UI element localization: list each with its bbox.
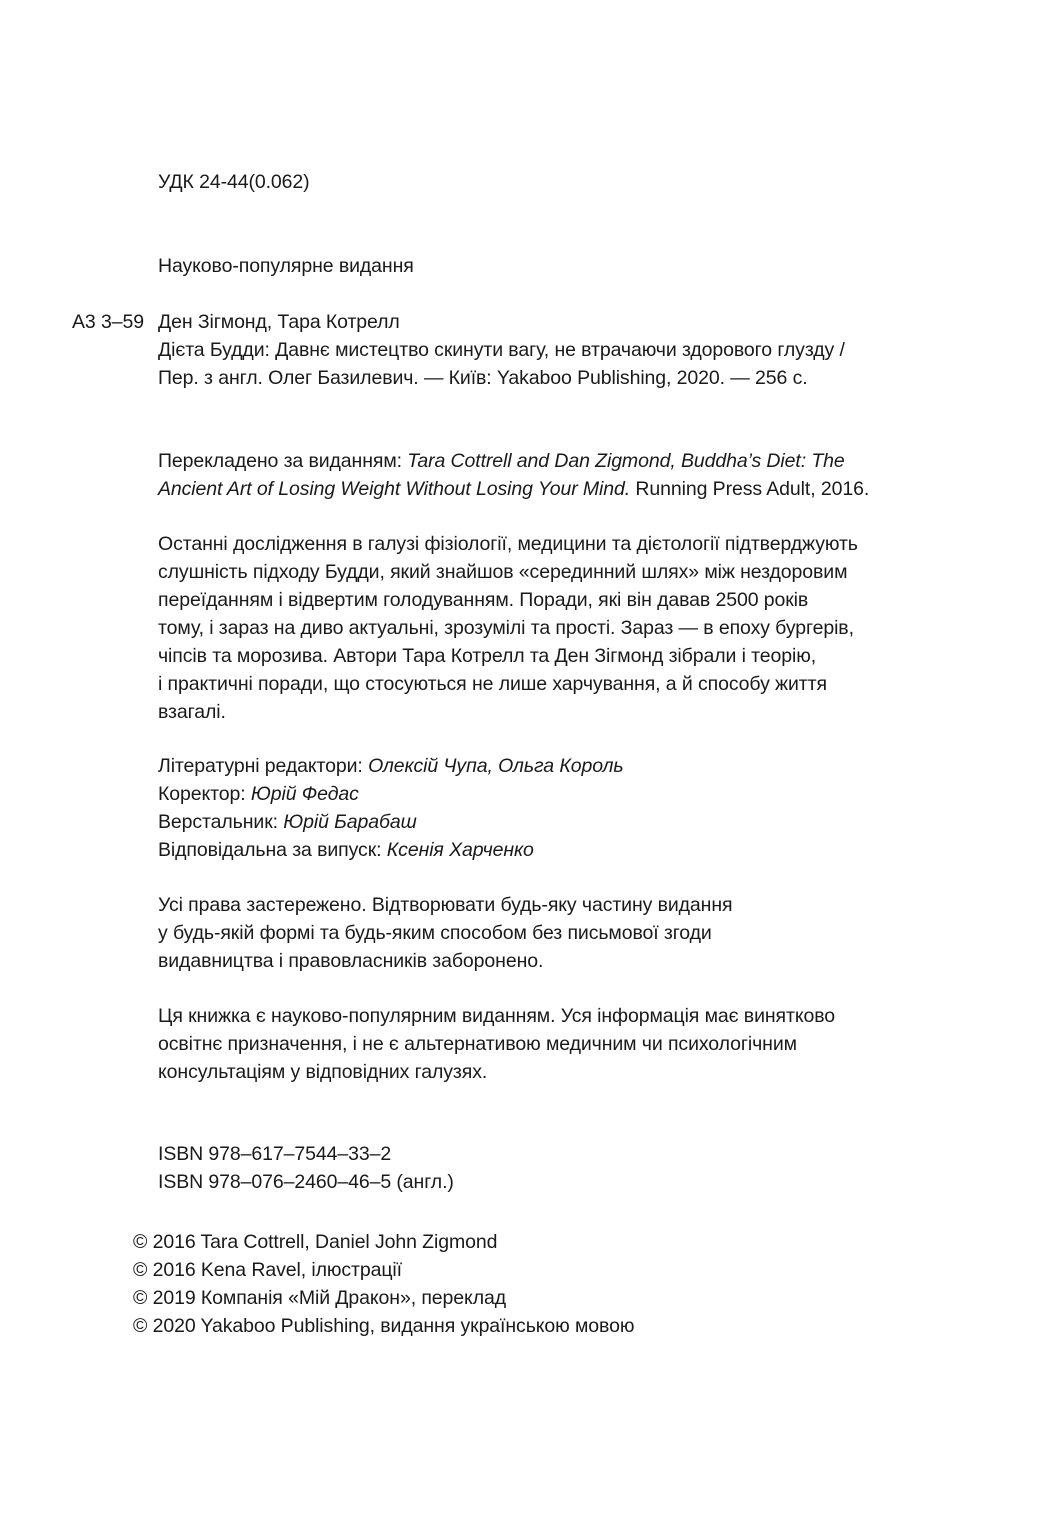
disclaimer-line: Ця книжка є науково-популярним виданням. Уся інформація має винятково <box>158 1005 836 1027</box>
annotation-line: взагалі. <box>158 701 226 723</box>
rights-notice <box>158 891 938 975</box>
original-title-1: Tara Cottrell and Dan Zigmond, Buddha’s Diet: The <box>407 450 845 472</box>
credit-name: Олексій Чупа, Ольга Король <box>368 755 624 777</box>
credit-name: Юрій Федас <box>250 783 359 805</box>
annotation-line: переїданням і відвертим голодуванням. Поради, які він давав 2500 років <box>158 589 809 611</box>
credit-name: Ксенія Харченко <box>386 839 534 861</box>
annotation-line: чіпсів та морозива. Автори Тара Котрелл та Ден Зігмонд зібрали і теорію, <box>158 645 817 667</box>
annotation-line: тому, і зараз на диво актуальні, зрозумілі та прості. Зараз — в епоху бургерів, <box>158 617 854 639</box>
credit-line <box>158 752 938 780</box>
credit-line <box>158 808 938 836</box>
annotation <box>158 530 938 726</box>
rights-line: у будь-якій формі та будь-яким способом без письмової згоди <box>158 922 712 944</box>
annotation-line: і практичні поради, що стосуються не лише харчування, а й способу життя <box>158 673 827 695</box>
rights-line: видавництва і правовласників заборонено. <box>158 950 544 972</box>
original-edition <box>158 447 938 503</box>
credit-name: Юрій Барабаш <box>283 811 417 833</box>
original-suffix: Running Press Adult, 2016. <box>630 478 870 500</box>
bib-publication: Пер. з англ. Олег Базилевич. — Київ: Yakaboo Publishing, 2020. — 256 с. <box>158 367 808 389</box>
credit-role: Відповідальна за випуск: <box>158 839 387 861</box>
catalog-code: А3 3–59 <box>72 311 144 333</box>
credits <box>158 752 938 864</box>
rights-line: Усі права застережено. Відтворювати будь-яку частину видання <box>158 894 733 916</box>
copyright-line: © 2019 Компанія «Мій Дракон», переклад <box>133 1287 506 1309</box>
original-line-1 <box>158 447 938 475</box>
isbn-block <box>158 1140 938 1196</box>
bib-authors: Ден Зігмонд, Тара Котрелл <box>158 311 400 333</box>
copyright-block <box>133 1228 913 1340</box>
disclaimer-line: освітнє призначення, і не є альтернативою медичним чи психологічним <box>158 1033 797 1055</box>
bibliographic-record <box>158 308 938 392</box>
bib-title: Дієта Будди: Давнє мистецтво скинути вагу, не втрачаючи здорового глузду / <box>158 339 845 361</box>
credit-role: Верстальник: <box>158 811 284 833</box>
original-line-2 <box>158 475 938 503</box>
disclaimer-line: консультаціям у відповідних галузях. <box>158 1061 488 1083</box>
annotation-line: слушність підходу Будди, який знайшов «серединний шлях» між нездоровим <box>158 561 848 583</box>
credit-line <box>158 780 938 808</box>
credit-line <box>158 836 938 864</box>
isbn-line: ISBN 978–076–2460–46–5 (англ.) <box>158 1171 454 1193</box>
original-prefix: Перекладено за виданням: <box>158 450 408 472</box>
original-title-2: Ancient Art of Losing Weight Without Losing Your Mind. <box>158 478 631 500</box>
genre-label: Науково-популярне видання <box>158 255 414 277</box>
credit-role: Літературні редактори: <box>158 755 369 777</box>
copyright-line: © 2016 Kena Ravel, ілюстрації <box>133 1259 402 1281</box>
disclaimer <box>158 1002 938 1086</box>
copyright-line: © 2016 Tara Cottrell, Daniel John Zigmond <box>133 1231 498 1253</box>
annotation-line: Останні дослідження в галузі фізіології, медицини та дієтології підтверджують <box>158 533 858 555</box>
isbn-line: ISBN 978–617–7544–33–2 <box>158 1143 392 1165</box>
copyright-line: © 2020 Yakaboo Publishing, видання українською мовою <box>133 1315 635 1337</box>
udk-code: УДК 24-44(0.062) <box>158 171 310 193</box>
credit-role: Коректор: <box>158 783 251 805</box>
